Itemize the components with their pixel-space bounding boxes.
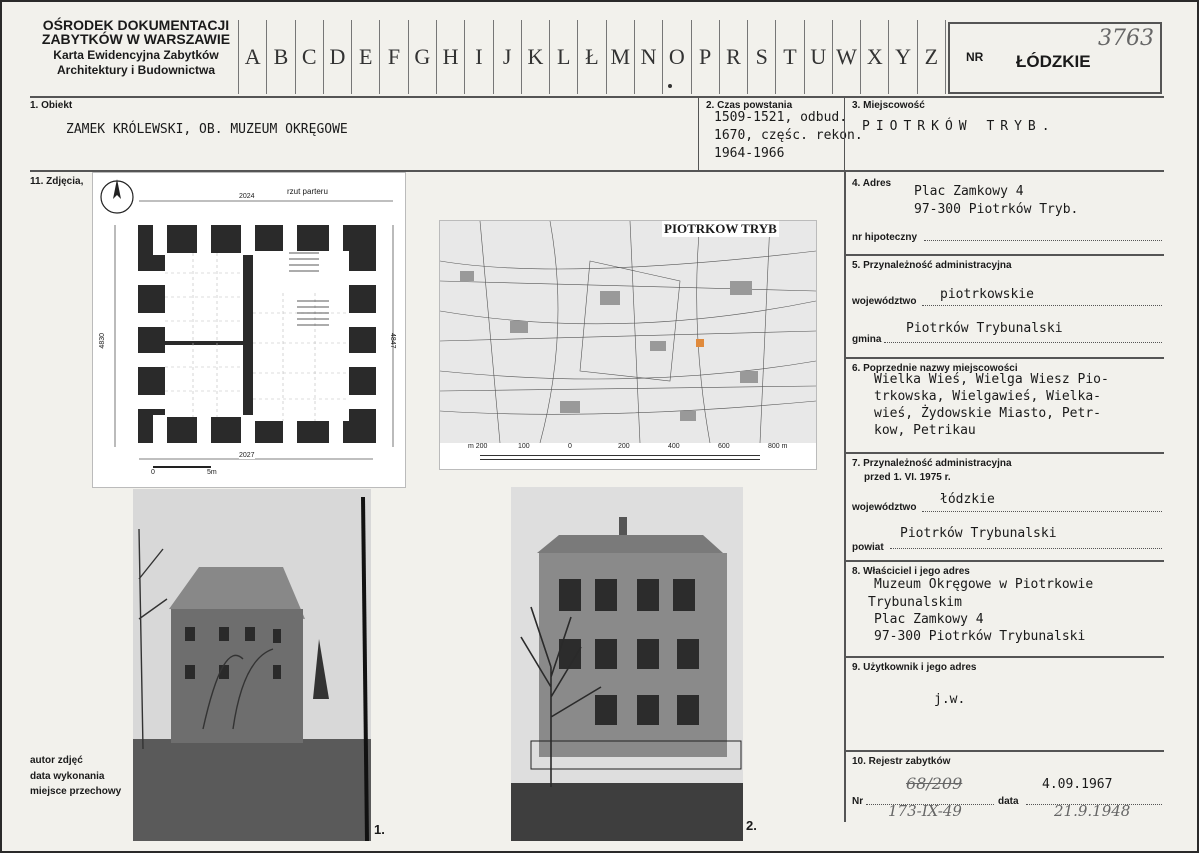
index-letter: H <box>436 20 464 94</box>
field-8-label: 8. Właściciel i jego adres <box>852 566 970 577</box>
owner-line-4: 97-300 Piotrków Trybunalski <box>874 629 1086 644</box>
index-letter: C <box>295 20 323 94</box>
org-line-1: OŚRODEK DOKUMENTACJI <box>42 17 230 33</box>
photo-1 <box>133 489 371 841</box>
field-5-woj-value: piotrkowskie <box>940 287 1034 302</box>
map-scale-label: 600 <box>718 443 730 450</box>
owner-line-1: Muzeum Okręgowe w Piotrkowie <box>874 577 1094 592</box>
register-nr-value: 68/209 <box>906 774 963 793</box>
field-7-powiat-value: Piotrków Trybunalski <box>900 526 1057 541</box>
index-letter: W <box>832 20 860 94</box>
register-date-label: data <box>998 796 1019 807</box>
field-7-label: 7. Przynależność administracyjna <box>852 458 1012 469</box>
owner-line-3: Plac Zamkowy 4 <box>874 612 984 627</box>
map-scale-label: 100 <box>518 443 530 450</box>
index-letter: F <box>379 20 407 94</box>
map-title: PIOTRKOW TRYB <box>664 221 777 236</box>
plan-title: rzut parteru <box>287 187 328 196</box>
org-line-3: Karta Ewidencyjna Zabytków <box>53 48 219 62</box>
map-scale-label: 400 <box>668 443 680 450</box>
former-names-line-2: trkowska, Wielgawieś, Wielka- <box>874 389 1101 404</box>
index-letter: K <box>521 20 549 94</box>
alphabet-index <box>238 20 946 94</box>
index-letter: E <box>351 20 379 94</box>
divider-7-8 <box>844 560 1164 562</box>
org-line-4: Architektury i Budownictwa <box>56 63 216 77</box>
register-date-value: 4.09.1967 <box>1042 777 1113 792</box>
nr-label: NR <box>966 50 984 64</box>
photo-date-label: data wykonania <box>30 771 105 782</box>
index-letter: Z <box>917 20 946 94</box>
hipoteczny-label: nr hipoteczny <box>852 232 918 243</box>
divider-4-5 <box>844 254 1164 256</box>
index-letter: Ł <box>577 20 605 94</box>
former-names-line-3: wieś, Żydowskie Miasto, Petr- <box>874 406 1101 421</box>
register-nr-label: Nr <box>852 796 864 807</box>
field-5-gmina-label: gmina <box>852 334 882 345</box>
field-5-woj-line <box>922 305 1162 306</box>
index-mark <box>668 84 672 88</box>
divider-8-9 <box>844 656 1164 658</box>
date-line-3: 1964-1966 <box>714 146 785 161</box>
field-7-powiat-label: powiat <box>852 542 884 553</box>
photo-place-label: miejsce przechowy <box>30 786 122 797</box>
index-letter: Y <box>888 20 916 94</box>
field-2-label: 2. Czas powstania <box>706 100 793 111</box>
date-line-1: 1509-1521, odbud. <box>714 110 848 125</box>
index-letter: O <box>662 20 690 94</box>
field-6-label: 6. Poprzednie nazwy miejscowości <box>852 363 1018 374</box>
header-divider <box>30 96 1164 98</box>
date-line-2: 1670, częśc. rekon. <box>714 128 863 143</box>
voivodeship-label: ŁÓDZKIE <box>1016 52 1091 71</box>
org-line-2: ZABYTKÓW W WARSZAWIE <box>41 31 231 47</box>
field-10-label: 10. Rejestr zabytków <box>852 756 951 767</box>
photo-1-number: 1. <box>374 822 385 837</box>
plan-dim-bottom: 2027 <box>239 452 255 459</box>
divider-2-3 <box>844 98 845 170</box>
field-4-label: 4. Adres <box>852 178 892 189</box>
index-letter: X <box>860 20 888 94</box>
index-letter: T <box>775 20 803 94</box>
divider-9-10 <box>844 750 1164 752</box>
owner-line-2: Trybunalskim <box>868 595 962 610</box>
index-letter: P <box>691 20 719 94</box>
register-date-handwritten: 21.9.1948 <box>1054 802 1131 820</box>
field-7-woj-value: łódzkie <box>940 492 995 507</box>
index-letter: L <box>549 20 577 94</box>
photo-2 <box>511 487 743 841</box>
hipoteczny-line <box>924 240 1162 241</box>
address-line-1: Plac Zamkowy 4 <box>914 184 1024 199</box>
index-letter: R <box>719 20 747 94</box>
field-5-gmina-line <box>884 342 1162 343</box>
field-7-woj-label: województwo <box>852 502 917 513</box>
card-type <box>40 48 232 78</box>
index-letter: A <box>238 20 266 94</box>
index-letter: D <box>323 20 351 94</box>
address-line-2: 97-300 Piotrków Tryb. <box>914 202 1079 217</box>
north-arrow-icon <box>113 179 121 199</box>
map-scale-bar <box>480 455 760 460</box>
user-value: j.w. <box>934 692 966 707</box>
index-letter: G <box>408 20 436 94</box>
field-3-label: 3. Miejscowość <box>852 100 925 111</box>
index-letter: I <box>464 20 492 94</box>
city-map <box>439 220 817 470</box>
photo-author-label: autor zdjęć <box>30 755 83 766</box>
former-names-line-1: Wielka Wieś, Wielga Wiesz Pio- <box>874 372 1109 387</box>
right-column-divider <box>844 170 846 822</box>
plan-scale-0: 0 <box>151 469 155 476</box>
nr-box <box>948 22 1162 94</box>
map-scale <box>468 443 788 455</box>
map-scale-label: 200 <box>618 443 630 450</box>
divider-5-6 <box>844 357 1164 359</box>
plan-dim-top: 2024 <box>239 193 255 200</box>
field-7-woj-line <box>922 511 1162 512</box>
field-5-woj-label: województwo <box>852 296 917 307</box>
index-letter: J <box>493 20 521 94</box>
index-letter: M <box>606 20 634 94</box>
index-letter: B <box>266 20 294 94</box>
floor-plan-drawing <box>93 173 405 487</box>
map-scale-label: 800 m <box>768 443 788 450</box>
field-5-label: 5. Przynależność administracyjna <box>852 260 1012 271</box>
register-nr-handwritten: 173-IX-49 <box>888 802 962 820</box>
index-letter: N <box>634 20 662 94</box>
field-7-label-2: przed 1. VI. 1975 r. <box>864 472 951 483</box>
divider-6-7 <box>844 452 1164 454</box>
plan-dim-left: 4830 <box>99 333 106 349</box>
plan-scale-5: 5m <box>207 469 217 476</box>
former-names-line-4: kow, Petrikau <box>874 423 976 438</box>
org-name <box>40 18 232 46</box>
field-9-label: 9. Użytkownik i jego adres <box>852 662 977 673</box>
field-5-gmina-value: Piotrków Trybunalski <box>906 321 1063 336</box>
field-7-powiat-line <box>890 548 1162 549</box>
field-1-label: 1. Obiekt <box>30 100 73 111</box>
floor-plan <box>92 172 406 488</box>
index-letter: U <box>804 20 832 94</box>
card-number: 3763 <box>1098 26 1154 51</box>
field-11-label: 11. Zdjęcia, <box>30 176 84 187</box>
city-map-drawing <box>440 221 816 443</box>
index-letter: S <box>747 20 775 94</box>
locality: PIOTRKÓW TRYB. <box>862 119 1056 134</box>
map-scale-label: m 200 <box>468 443 488 450</box>
plan-dim-right: 4847 <box>389 333 396 349</box>
photo-2-number: 2. <box>746 818 757 833</box>
map-scale-label: 0 <box>568 443 572 450</box>
object-name: ZAMEK KRÓLEWSKI, OB. MUZEUM OKRĘGOWE <box>66 122 348 137</box>
divider-1-2 <box>698 98 699 170</box>
